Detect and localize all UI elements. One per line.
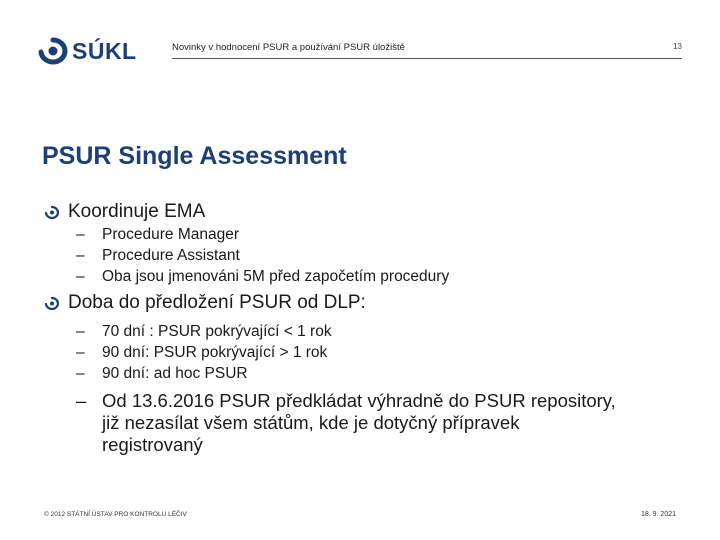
- logo-text: SÚKL: [72, 38, 137, 64]
- list-item: – Procedure Manager: [76, 226, 239, 243]
- slide-content: [44, 200, 684, 456]
- list-item: – Od 13.6.2016 PSUR předkládat výhradně do PSUR repository, již nezasílat všem státům, kde je dotyčný přípravek registrovaný: [76, 390, 616, 455]
- list-item: – Procedure Assistant: [76, 247, 240, 264]
- header-divider: [172, 58, 682, 59]
- page-number: 13: [673, 42, 682, 51]
- footer-copyright: © 2012 STÁTNÍ ÚSTAV PRO KONTROLU LÉČIV: [44, 511, 187, 518]
- bullet-text: Koordinuje EMA: [68, 201, 206, 222]
- sukl-logo: [38, 36, 150, 66]
- list-item: – 90 dní: ad hoc PSUR: [76, 365, 248, 382]
- sukl-swirl-icon: [44, 205, 60, 219]
- sub-list: [44, 321, 684, 384]
- slide-title: PSUR Single Assessment: [42, 142, 347, 170]
- sukl-swirl-icon: [44, 296, 60, 310]
- list-item: – 70 dní : PSUR pokrývající < 1 rok: [76, 323, 332, 340]
- sub-list: [44, 224, 684, 287]
- header-title: Novinky v hodnocení PSUR a používání PSUR úložiště: [172, 42, 405, 53]
- sukl-swirl-icon: [38, 36, 68, 66]
- bullet-doba: [44, 291, 684, 315]
- bullet-koordinuje: [44, 200, 684, 224]
- bullet-text: Doba do předložení PSUR od DLP:: [68, 292, 366, 313]
- footer-date: 18. 9. 2021: [640, 511, 676, 518]
- list-item: – Oba jsou jmenováni 5M před započetím procedury: [76, 268, 450, 285]
- sub-list: [44, 390, 684, 456]
- list-item: – 90 dní: PSUR pokrývající > 1 rok: [76, 344, 328, 361]
